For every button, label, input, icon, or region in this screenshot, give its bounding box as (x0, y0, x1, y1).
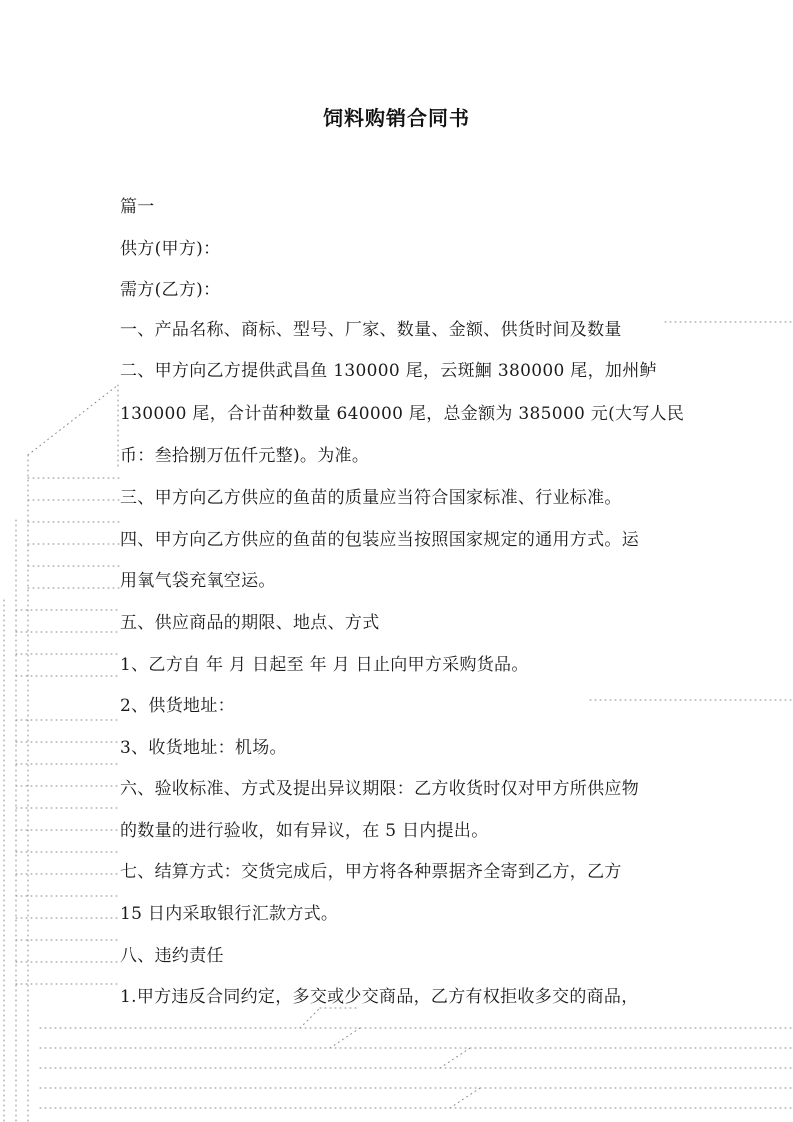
document-line: 篇一 (120, 197, 155, 217)
document-line: 的数量的进行验收，如有异议，在 5 日内提出。 (120, 821, 489, 841)
document-line: 130000 尾，合计苗种数量 640000 尾，总金额为 385000 元(大写人民 (120, 404, 685, 424)
document-line: 2、供货地址： (120, 696, 235, 716)
document-line: 四、甲方向乙方供应的鱼苗的包装应当按照国家规定的通用方式。运 (120, 530, 639, 550)
document-line: 五、供应商品的期限、地点、方式 (120, 613, 380, 633)
document-line: 二、甲方向乙方提供武昌鱼 130000 尾，云斑鮰 380000 尾，加州鲈 (120, 361, 657, 381)
document-title: 饲料购销合同书 (323, 106, 470, 130)
document-line: 供方(甲方)： (120, 239, 221, 259)
document-line: 八、违约责任 (120, 946, 224, 966)
document-line: 七、结算方式：交货完成后，甲方将各种票据齐全寄到乙方，乙方 (120, 862, 622, 882)
document-line: 1.甲方违反合同约定，多交或少交商品，乙方有权拒收多交的商品， (120, 987, 639, 1007)
document-line: 币：叁拾捌万伍仟元整)。为准。 (120, 446, 370, 466)
document-line: 需方(乙方)： (120, 280, 221, 300)
document-line: 用氧气袋充氧空运。 (120, 571, 276, 591)
document-line: 15 日内采取银行汇款方式。 (120, 904, 339, 924)
document-line: 六、验收标准、方式及提出异议期限：乙方收货时仅对甲方所供应物 (120, 779, 639, 799)
document-line: 3、收货地址：机场。 (120, 738, 287, 758)
document-line: 1、乙方自 年 月 日起至 年 月 日止向甲方采购货品。 (120, 655, 529, 675)
document-line: 一、产品名称、商标、型号、厂家、数量、金额、供货时间及数量 (120, 320, 622, 340)
document-line: 三、甲方向乙方供应的鱼苗的质量应当符合国家标准、行业标准。 (120, 488, 622, 508)
